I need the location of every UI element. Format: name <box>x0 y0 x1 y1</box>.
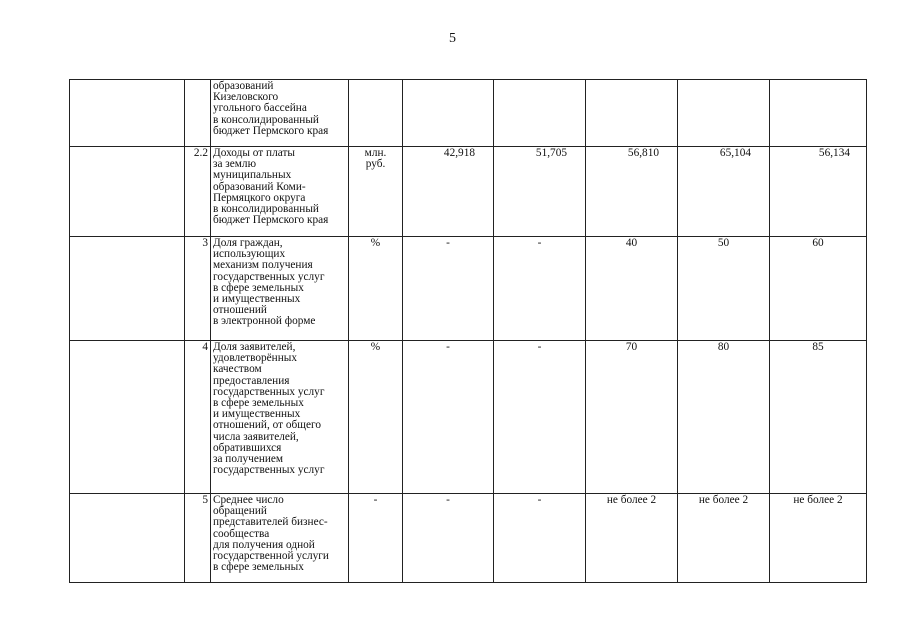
table-row <box>70 80 867 147</box>
value-cell: - <box>403 237 494 341</box>
value-cell: 51,705 <box>494 147 586 237</box>
unit-cell <box>349 80 403 147</box>
value-cell: - <box>403 494 494 583</box>
indicator-name-cell: Доля заявителей, удовлетворённых качеством предоставления государственных услуг в сфере земельных и имущественных отношений, от общего числа заявителей, обратившихся за получением государственных услуг <box>211 341 349 494</box>
unit-cell: % <box>349 237 403 341</box>
value-cell: - <box>494 494 586 583</box>
value-cell: - <box>494 237 586 341</box>
row-number-cell: 4 <box>185 341 211 494</box>
unit-cell: млн. руб. <box>349 147 403 237</box>
value-cell: 56,810 <box>586 147 678 237</box>
indicator-name-cell: Среднее число обращений представителей бизнес- сообщества для получения одной государственной услуги в сфере земельных <box>211 494 349 583</box>
value-cell: - <box>403 341 494 494</box>
indicator-name-cell: образований Кизеловского угольного бассейна в консолидированный бюджет Пермского края <box>211 80 349 147</box>
table-row <box>70 341 867 494</box>
value-cell: 40 <box>586 237 678 341</box>
unit-cell: - <box>349 494 403 583</box>
value-cell <box>403 80 494 147</box>
page-number: 5 <box>449 31 456 46</box>
value-cell <box>494 80 586 147</box>
value-cell: 60 <box>770 237 867 341</box>
value-cell: 50 <box>678 237 770 341</box>
value-cell: 80 <box>678 341 770 494</box>
value-cell: 65,104 <box>678 147 770 237</box>
value-cell: 85 <box>770 341 867 494</box>
row-number-cell: 3 <box>185 237 211 341</box>
table-row <box>70 147 867 237</box>
row-number-cell: 5 <box>185 494 211 583</box>
value-cell: 42,918 <box>403 147 494 237</box>
blank-cell <box>70 147 185 237</box>
value-cell <box>586 80 678 147</box>
value-cell <box>678 80 770 147</box>
blank-cell <box>70 494 185 583</box>
value-cell <box>770 80 867 147</box>
row-number-cell: 2.2 <box>185 147 211 237</box>
value-cell: - <box>494 341 586 494</box>
blank-cell <box>70 237 185 341</box>
indicator-name-cell: Доля граждан, использующих механизм получения государственных услуг в сфере земельных и имущественных отношений в электронной форме <box>211 237 349 341</box>
value-cell: не более 2 <box>770 494 867 583</box>
indicator-name-cell: Доходы от платы за землю муниципальных образований Коми- Пермяцкого округа в консолидированный бюджет Пермского края <box>211 147 349 237</box>
value-cell: не более 2 <box>678 494 770 583</box>
blank-cell <box>70 341 185 494</box>
unit-cell: % <box>349 341 403 494</box>
table-row <box>70 494 867 583</box>
value-cell: 56,134 <box>770 147 867 237</box>
table-row <box>70 237 867 341</box>
blank-cell <box>70 80 185 147</box>
value-cell: 70 <box>586 341 678 494</box>
row-number-cell <box>185 80 211 147</box>
indicators-table <box>69 79 867 583</box>
value-cell: не более 2 <box>586 494 678 583</box>
